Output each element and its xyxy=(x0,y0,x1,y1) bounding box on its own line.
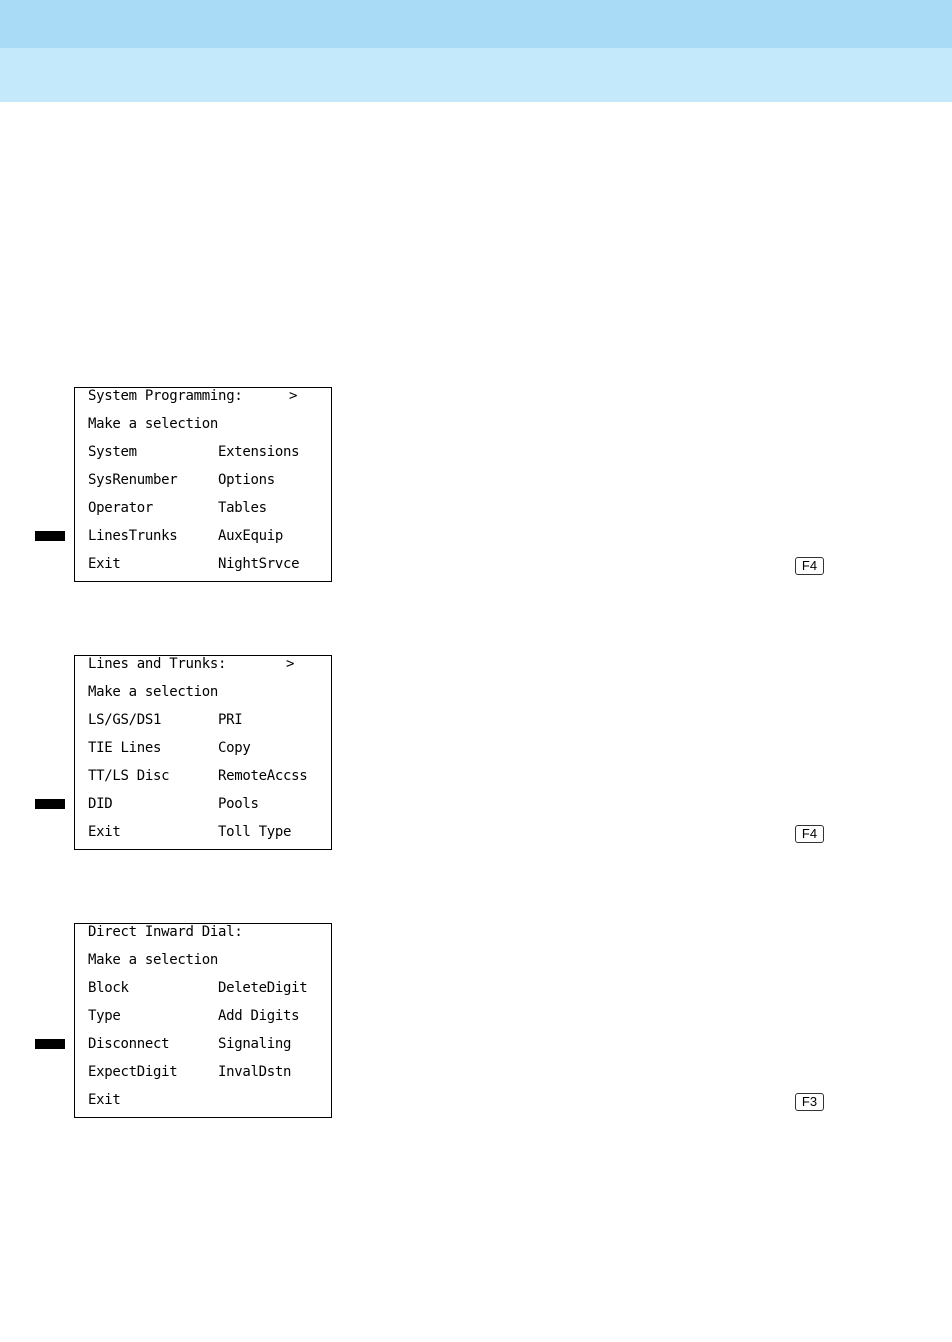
menu-option-tt-ls-disc[interactable]: TT/LS Disc xyxy=(88,768,170,784)
subheader-band xyxy=(0,48,952,102)
function-key-button[interactable]: F4 xyxy=(795,557,824,575)
menu-option-system[interactable]: System xyxy=(88,444,137,460)
screen-title: Direct Inward Dial: xyxy=(88,924,243,940)
menu-option-invaldstn[interactable]: InvalDstn xyxy=(218,1064,292,1080)
menu-option-exit[interactable]: Exit xyxy=(88,824,121,840)
screen-prompt: Make a selection xyxy=(88,952,219,968)
menu-option-pools[interactable]: Pools xyxy=(218,796,259,812)
screen-title: Lines and Trunks: xyxy=(88,656,227,672)
selection-marker xyxy=(35,1039,65,1049)
next-page-arrow[interactable]: > xyxy=(289,388,298,404)
menu-option-pri[interactable]: PRI xyxy=(218,712,243,728)
screen-title: System Programming: xyxy=(88,388,243,404)
menu-option-tables[interactable]: Tables xyxy=(218,500,267,516)
menu-option-add-digits[interactable]: Add Digits xyxy=(218,1008,300,1024)
menu-option-options[interactable]: Options xyxy=(218,472,275,488)
menu-option-disconnect[interactable]: Disconnect xyxy=(88,1036,170,1052)
header-band xyxy=(0,0,952,48)
menu-option-operator[interactable]: Operator xyxy=(88,500,154,516)
screen-prompt: Make a selection xyxy=(88,684,219,700)
menu-option-exit[interactable]: Exit xyxy=(88,1092,121,1108)
menu-option-toll-type[interactable]: Toll Type xyxy=(218,824,292,840)
menu-option-remoteaccss[interactable]: RemoteAccss xyxy=(218,768,308,784)
menu-option-linestrunks[interactable]: LinesTrunks xyxy=(88,528,178,544)
console-screen-system-programming xyxy=(74,387,332,582)
menu-option-sysrenumber[interactable]: SysRenumber xyxy=(88,472,178,488)
console-screen-lines-and-trunks xyxy=(74,655,332,850)
menu-option-block[interactable]: Block xyxy=(88,980,129,996)
menu-option-extensions[interactable]: Extensions xyxy=(218,444,300,460)
screen-prompt: Make a selection xyxy=(88,416,219,432)
console-screen-direct-inward-dial xyxy=(74,923,332,1118)
function-key-button[interactable]: F4 xyxy=(795,825,824,843)
menu-option-expectdigit[interactable]: ExpectDigit xyxy=(88,1064,178,1080)
menu-option-nightsrvce[interactable]: NightSrvce xyxy=(218,556,300,572)
menu-option-did[interactable]: DID xyxy=(88,796,113,812)
menu-option-signaling[interactable]: Signaling xyxy=(218,1036,292,1052)
menu-option-tie-lines[interactable]: TIE Lines xyxy=(88,740,162,756)
function-key-button[interactable]: F3 xyxy=(795,1093,824,1111)
menu-option-copy[interactable]: Copy xyxy=(218,740,251,756)
menu-option-ls-gs-ds1[interactable]: LS/GS/DS1 xyxy=(88,712,162,728)
selection-marker xyxy=(35,531,65,541)
menu-option-type[interactable]: Type xyxy=(88,1008,121,1024)
menu-option-auxequip[interactable]: AuxEquip xyxy=(218,528,284,544)
next-page-arrow[interactable]: > xyxy=(286,656,295,672)
selection-marker xyxy=(35,799,65,809)
menu-option-deletedigit[interactable]: DeleteDigit xyxy=(218,980,308,996)
menu-option-exit[interactable]: Exit xyxy=(88,556,121,572)
